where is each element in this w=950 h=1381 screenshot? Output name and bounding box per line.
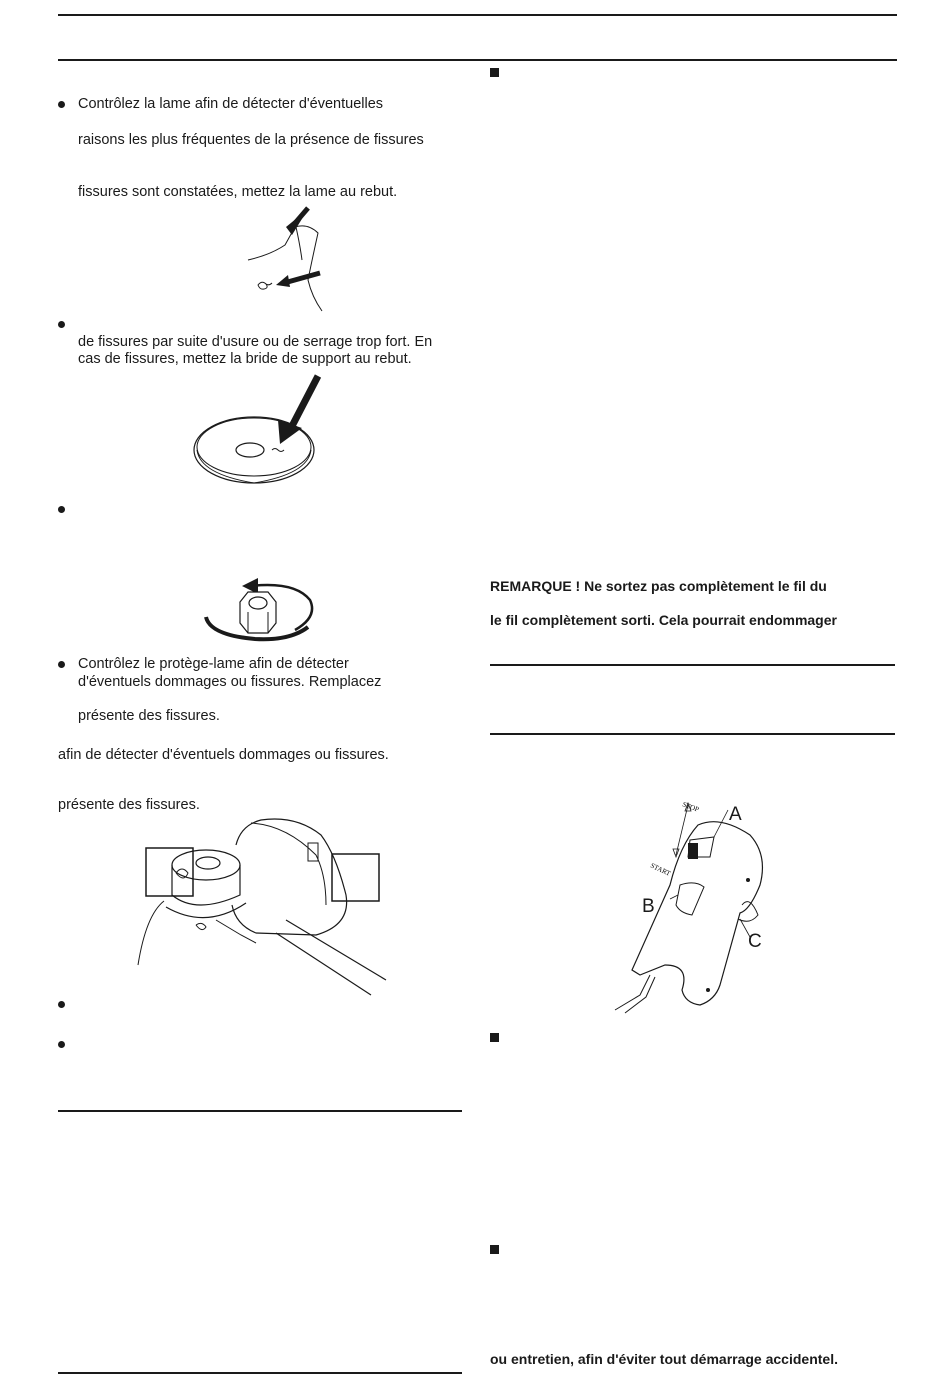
stop-label: STOP <box>681 800 701 814</box>
trimmer-guard-check-line2: présente des fissures. <box>58 797 200 813</box>
left-section-rule-1 <box>58 1110 462 1112</box>
trimmer-guard-illustration <box>136 815 386 995</box>
blade-check-line3: fissures sont constatées, mettez la lame au rebut. <box>78 184 398 200</box>
section-marker-3 <box>490 1245 499 1254</box>
start-label: START <box>649 861 672 878</box>
handle-label-a: A <box>729 804 742 825</box>
blade-crack-illustration <box>240 205 335 313</box>
bullet-left-extra-2 <box>58 1041 65 1048</box>
trimmer-guard-check-line1: afin de détecter d'éventuels dommages ou fissures. <box>58 747 389 763</box>
right-section-rule-1 <box>490 664 895 666</box>
blade-check-line2: raisons les plus fréquentes de la présence de fissures <box>78 132 424 148</box>
handle-label-b: B <box>642 896 655 917</box>
support-flange-illustration <box>190 372 320 494</box>
right-section-rule-2 <box>490 733 895 735</box>
handle-stop-switch-illustration <box>610 795 780 1015</box>
header-rule-top <box>58 14 897 16</box>
left-section-rule-2 <box>58 1372 462 1374</box>
blade-check-line1: Contrôlez la lame afin de détecter d'éventuelles <box>78 96 384 112</box>
section-marker-2 <box>490 1033 499 1042</box>
guard-check-line2: d'éventuels dommages ou fissures. Remplacez <box>78 674 382 690</box>
guard-check-line3: présente des fissures. <box>78 708 220 724</box>
remarque-line1: REMARQUE ! Ne sortez pas complètement le fil du <box>490 578 827 594</box>
bullet-guard-check <box>58 661 65 668</box>
bullet-left-extra-1 <box>58 1001 65 1008</box>
flange-check-line1: de fissures par suite d'usure ou de serrage trop fort. En <box>78 334 433 350</box>
bullet-nut-check <box>58 506 65 513</box>
nut-rotation-illustration <box>200 575 320 645</box>
final-bold-line: ou entretien, afin d'éviter tout démarrage accidentel. <box>490 1351 838 1367</box>
flange-check-line2: cas de fissures, mettez la bride de support au rebut. <box>78 351 412 367</box>
bullet-blade-check <box>58 101 65 108</box>
header-rule-bottom <box>58 59 897 61</box>
guard-check-line1: Contrôlez le protège-lame afin de détecter <box>78 656 349 672</box>
remarque-line2: le fil complètement sorti. Cela pourrait endommager <box>490 612 837 628</box>
section-marker-1 <box>490 68 499 77</box>
handle-label-c: C <box>748 931 762 952</box>
bullet-flange-check <box>58 321 65 328</box>
